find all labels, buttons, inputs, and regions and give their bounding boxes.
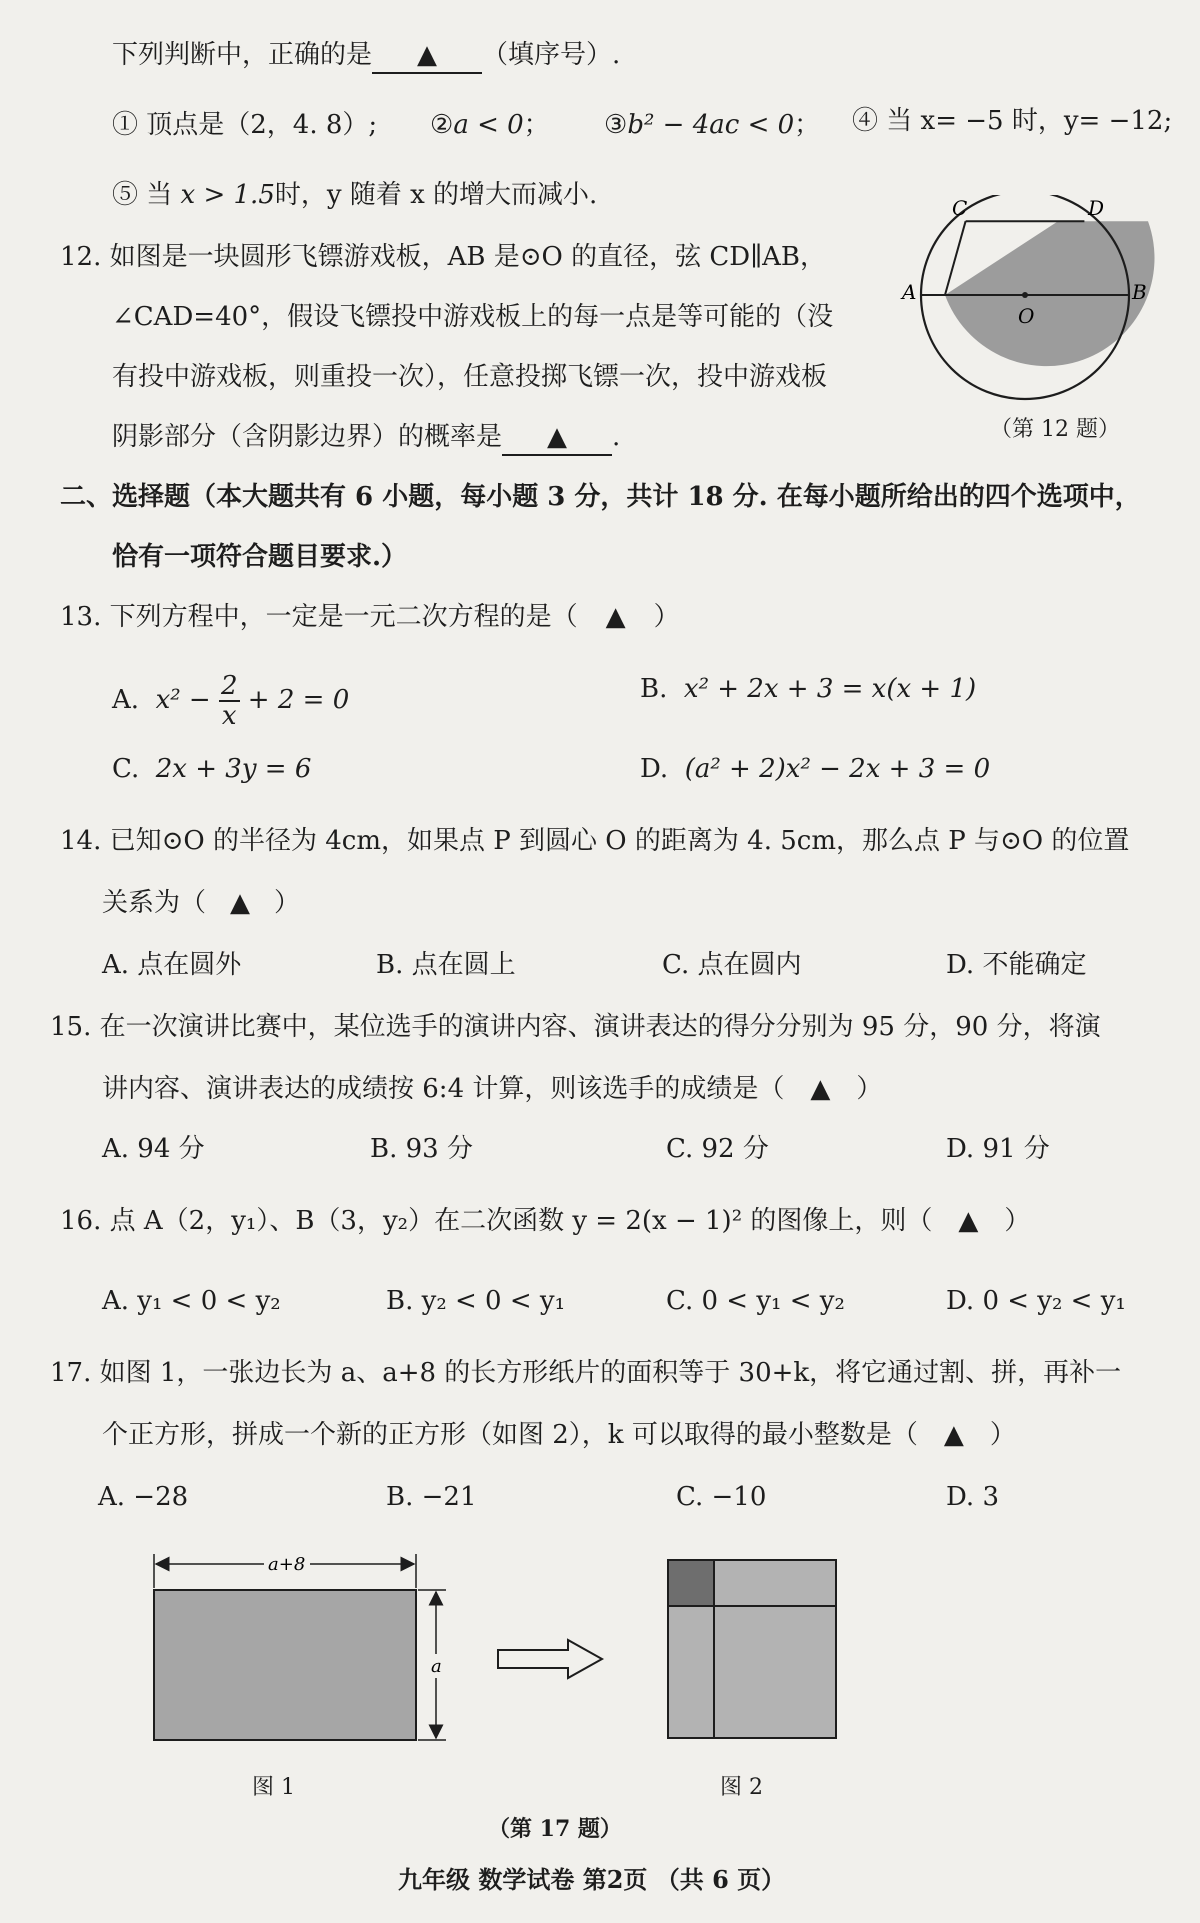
q12-answer-blank <box>502 420 612 456</box>
q12-text-1: 如图是一块圆形飞镖游戏板，AB 是⊙O 的直径，弦 CD∥AB， <box>109 242 827 272</box>
q12-label-a: A <box>902 280 917 304</box>
q13-option-c-label: C. <box>112 754 140 784</box>
q16-option-c: C. 0 < y₁ < y₂ <box>666 1286 845 1316</box>
q13-option-d-label: D. <box>640 754 669 784</box>
q11-answer-blank <box>372 38 482 74</box>
q11-option-1-text: ① 顶点是（2，4. 8）; <box>112 110 378 140</box>
q17-fig1-rectangle <box>154 1590 416 1740</box>
q16-number: 16. <box>60 1206 102 1236</box>
q15-close: ） <box>856 1074 883 1104</box>
q12-center-point <box>1022 292 1028 298</box>
q16-option-b: B. y₂ < 0 < y₁ <box>386 1286 566 1316</box>
q16-close: ） <box>1004 1206 1031 1236</box>
q13-option-a-fraction <box>219 672 240 730</box>
q11-option-2-math: a < 0 <box>453 110 524 140</box>
q15-line-1 <box>50 1010 1101 1044</box>
q12-number: 12. <box>60 242 102 272</box>
q14-option-d: D. 不能确定 <box>946 950 1087 980</box>
q12-text-3: 有投中游戏板，则重投一次），任意投掷飞镖一次，投中游戏板 <box>112 362 828 392</box>
q13-option-b-label: B. <box>640 674 668 704</box>
q15-text-2: 讲内容、演讲表达的成绩按 6:4 计算，则该选手的成绩是（ <box>102 1074 785 1104</box>
q17-fig2-small-square <box>668 1560 714 1606</box>
q17-option-b: B. −21 <box>386 1482 477 1512</box>
q15-text-1: 在一次演讲比赛中，某位选手的演讲内容、演讲表达的得分分别为 95 分，90 分，将演 <box>99 1012 1101 1042</box>
q17-fig1-height-label: a <box>431 1656 442 1677</box>
q11-option-4 <box>852 104 1172 138</box>
q16-option-d: D. 0 < y₂ < y₁ <box>946 1286 1126 1316</box>
q16-stem <box>60 1204 1030 1238</box>
q15-option-c: C. 92 分 <box>666 1134 769 1164</box>
q13-stem <box>60 600 680 634</box>
q17-figure-caption: （第 17 题） <box>488 1816 622 1842</box>
q17-fig2-caption: 图 2 <box>720 1775 763 1800</box>
q12-line-4 <box>112 420 620 456</box>
q12-text-2: ∠CAD=40°，假设飞镖投中游戏板上的每一点是等可能的（没 <box>112 302 834 332</box>
q17-fig1-caption: 图 1 <box>252 1775 295 1800</box>
q17-option-a: A. −28 <box>98 1482 189 1512</box>
q17-text-2: 个正方形，拼成一个新的正方形（如图 2），k 可以取得的最小整数是（ <box>102 1420 918 1450</box>
q13-option-d-math: (a² + 2)x² − 2x + 3 = 0 <box>684 754 991 784</box>
q11-suffix: （填序号）. <box>482 40 621 70</box>
q17-close: ） <box>989 1420 1016 1450</box>
q12-label-b: B <box>1132 280 1147 304</box>
q12-figure-caption: （第 12 题） <box>990 417 1120 442</box>
q13-option-a-label: A. <box>112 685 140 715</box>
q11-option-5-post: 时，y 随着 x 的增大而减小. <box>274 180 598 210</box>
q12-line-1 <box>60 240 826 274</box>
q13-fraction-numerator: 2 <box>220 671 238 701</box>
q17-option-c: C. −10 <box>676 1482 767 1512</box>
q16-option-a: A. y₁ < 0 < y₂ <box>102 1286 281 1316</box>
q11-prompt: 下列判断中，正确的是 <box>112 40 373 70</box>
q16-stem-text: 点 A（2，y₁）、B（3，y₂）在二次函数 y = 2(x − 1)² 的图像上，则（ <box>109 1206 933 1236</box>
q13-option-c <box>112 752 311 786</box>
q12-text-4: 阴影部分（含阴影边界）的概率是 <box>112 422 503 452</box>
q14-number: 14. <box>60 826 102 856</box>
q15-number: 15. <box>50 1012 92 1042</box>
q17-marker: ▲ <box>943 1420 964 1450</box>
q13-marker: ▲ <box>605 602 626 632</box>
q12-shaded-region <box>945 221 1154 366</box>
q11-option-2-num: ② <box>430 110 454 140</box>
page-footer: 九年级 数学试卷 第2页 （共 6 页） <box>398 1865 786 1894</box>
q15-option-a: A. 94 分 <box>102 1134 205 1164</box>
section2-heading-1: 二、选择题（本大题共有 6 小题，每小题 3 分，共计 18 分. 在每小题所给出的四个选项中， <box>60 482 1141 512</box>
q12-marker: ▲ <box>547 422 568 452</box>
q14-line-2 <box>102 886 300 920</box>
q17-number: 17. <box>50 1358 92 1388</box>
q14-option-a: A. 点在圆外 <box>102 950 242 980</box>
q11-option-5-math: x > 1.5 <box>180 180 275 210</box>
q11-option-2 <box>430 108 550 142</box>
q11-option-3-math: b² − 4ac < 0 <box>627 110 795 140</box>
q11-option-3 <box>604 108 820 142</box>
q15-line-2 <box>102 1072 882 1106</box>
q14-close: ） <box>274 888 301 918</box>
q13-option-a-pre: x² − <box>155 685 211 715</box>
q12-label-o: O <box>1018 304 1035 328</box>
q14-option-b: B. 点在圆上 <box>376 950 516 980</box>
q11-option-2-post: ； <box>523 110 550 140</box>
q14-text-2: 关系为（ <box>102 888 207 918</box>
q12-label-d: D <box>1088 196 1105 220</box>
q14-text-1: 已知⊙O 的半径为 4cm，如果点 P 到圆心 O 的距离为 4. 5cm，那么点 P 与⊙O 的位置 <box>109 826 1130 856</box>
q13-fraction-denominator: x <box>221 701 237 731</box>
q17-figures <box>140 1540 900 1760</box>
q13-option-b-math: x² + 2x + 3 = x(x + 1) <box>683 674 977 704</box>
q12-line-3 <box>112 360 827 394</box>
q11-option-5-pre: ⑤ 当 <box>112 180 173 210</box>
q11-prompt-line <box>112 38 620 74</box>
q11-option-5 <box>112 178 597 212</box>
q13-option-a-post: + 2 = 0 <box>247 685 350 715</box>
q11-marker: ▲ <box>417 40 438 70</box>
q12-end: . <box>612 422 621 452</box>
q11-option-4-text: ④ 当 x= −5 时，y= −12; <box>852 106 1173 136</box>
q15-marker: ▲ <box>810 1074 831 1104</box>
q15-option-d: D. 91 分 <box>946 1134 1050 1164</box>
q17-transform-arrow-icon <box>498 1640 602 1678</box>
q13-number: 13. <box>60 602 102 632</box>
q17-text-1: 如图 1，一张边长为 a、a+8 的长方形纸片的面积等于 30+k，将它通过割、拼，再补一 <box>99 1358 1122 1388</box>
q13-option-b <box>640 672 976 706</box>
q16-marker: ▲ <box>958 1206 979 1236</box>
q15-option-b: B. 93 分 <box>370 1134 473 1164</box>
section2-heading-2: 恰有一项符合题目要求.） <box>112 542 408 572</box>
q13-stem-text: 下列方程中，一定是一元二次方程的是（ <box>109 602 578 632</box>
q11-option-3-post: ； <box>794 110 821 140</box>
q11-option-1 <box>112 108 377 142</box>
q13-option-d <box>640 752 990 786</box>
q13-option-c-math: 2x + 3y = 6 <box>155 754 312 784</box>
q12-label-c: C <box>952 196 968 220</box>
q17-fig1-width-label: a+8 <box>268 1554 306 1575</box>
q14-marker: ▲ <box>230 888 251 918</box>
q11-option-3-num: ③ <box>604 110 628 140</box>
q17-line-1 <box>50 1356 1121 1390</box>
q14-option-c: C. 点在圆内 <box>662 950 802 980</box>
q14-line-1 <box>60 824 1129 858</box>
q17-line-2 <box>102 1418 1016 1452</box>
q12-line-2 <box>112 300 833 334</box>
q13-option-a <box>112 672 349 730</box>
q17-option-d: D. 3 <box>946 1482 999 1512</box>
q13-close: ） <box>653 602 680 632</box>
